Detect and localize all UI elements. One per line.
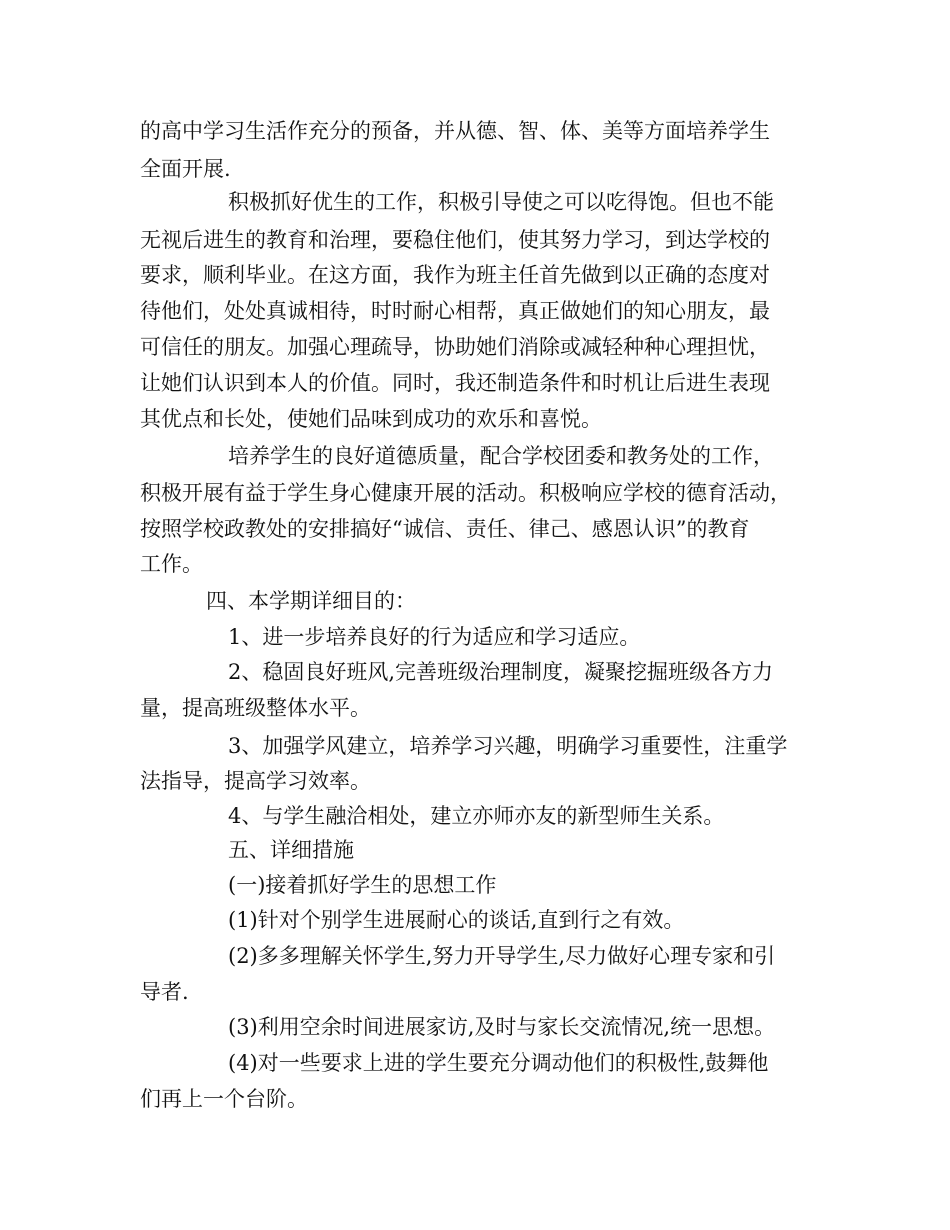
text-line: 让她们认识到本人的价值。同时，我还制造条件和时机让后进生表现 (140, 371, 770, 395)
text-line: (2)多多理解关怀学生,努力开导学生,尽力做好心理专家和引 (228, 944, 776, 968)
text-line: 4、与学生融洽相处，建立亦师亦友的新型师生关系。 (228, 804, 725, 828)
text-line: (3)利用空余时间进展家访,及时与家长交流情况,统一思想。 (228, 1015, 776, 1039)
section-heading: 四、本学期详细目的： (206, 589, 416, 613)
text-line: 全面开展. (140, 157, 231, 181)
text-line: (1)针对个别学生进展耐心的谈话,直到行之有效。 (228, 908, 685, 932)
text-line: 无视后进生的教育和治理，要稳住他们，使其努力学习，到达学校的 (140, 228, 770, 252)
text-line: 的高中学习生活作充分的预备，并从德、智、体、美等方面培养学生 (140, 119, 770, 143)
text-line: 们再上一个台阶。 (140, 1087, 308, 1111)
text-line: (4)对一些要求上进的学生要充分调动他们的积极性,鼓舞他 (228, 1051, 769, 1075)
text-line: 可信任的朋友。加强心理疏导，协助她们消除或减轻种种心理担忧， (140, 335, 770, 359)
text-line: 2、稳固良好班风,完善班级治理制度，凝聚挖掘班级各方力 (228, 660, 774, 684)
text-line: 待他们，处处真诚相待，时时耐心相帮，真正做她们的知心朋友，最 (140, 299, 770, 323)
subsection-heading: (一)接着抓好学生的思想工作 (228, 873, 497, 897)
text-line: 培养学生的良好道德质量，配合学校团委和教务处的工作， (228, 444, 774, 468)
text-line: 要求，顺利毕业。在这方面，我作为班主任首先做到以正确的态度对 (140, 263, 770, 287)
text-line: 按照学校政教处的安排搞好“诚信、责任、律己、感恩认识”的教育 (140, 517, 750, 541)
text-line: 1、进一步培养良好的行为适应和学习适应。 (228, 625, 641, 649)
text-line: 导者. (140, 980, 189, 1004)
text-line: 法指导，提高学习效率。 (140, 769, 371, 793)
text-line: 其优点和长处，使她们品味到成功的欢乐和喜悦。 (140, 407, 602, 431)
text-line: 量，提高班级整体水平。 (140, 696, 371, 720)
text-line: 3、加强学风建立，培养学习兴趣，明确学习重要性，注重学 (228, 734, 788, 758)
text-line: 工作。 (140, 552, 203, 576)
text-line: 积极开展有益于学生身心健康开展的活动。积极响应学校的德育活动， (140, 481, 791, 505)
text-line: 积极抓好优生的工作，积极引导使之可以吃得饱。但也不能 (228, 190, 774, 214)
section-heading: 五、详细措施 (228, 838, 354, 862)
